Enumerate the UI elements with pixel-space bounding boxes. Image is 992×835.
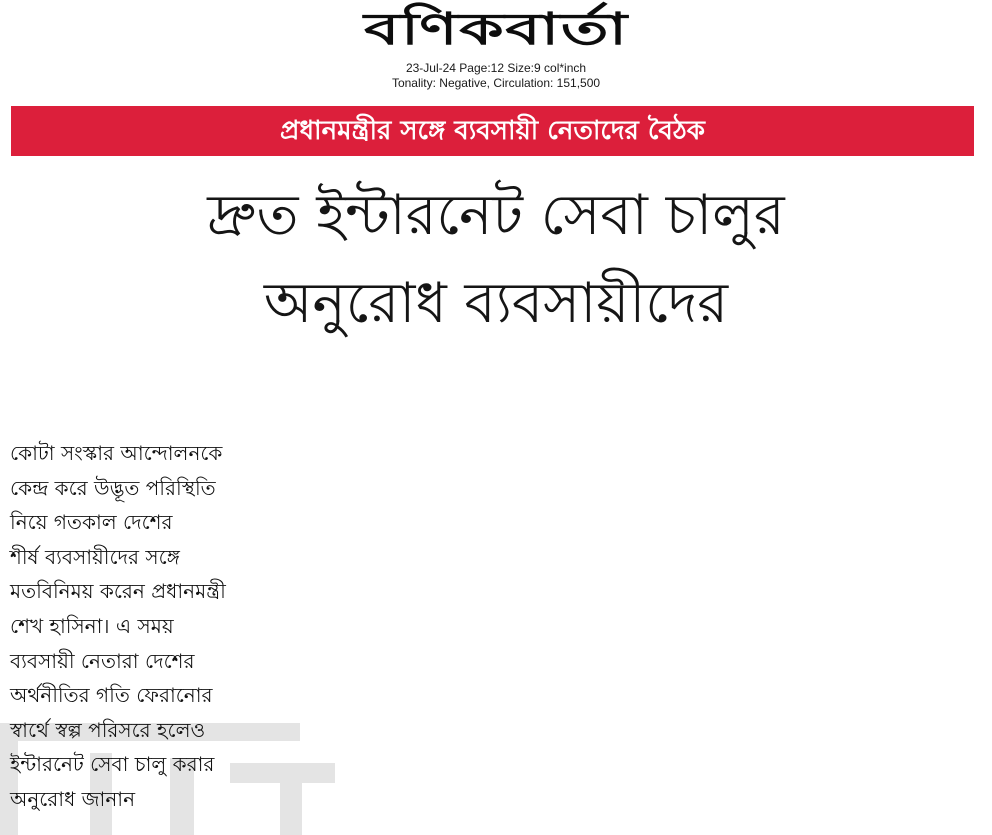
body-line: নিয়ে গতকাল দেশের: [10, 510, 173, 535]
headline: [0, 172, 992, 348]
clipping-meta-date-page: 23-Jul-24 Page:12 Size:9 col*inch: [405, 61, 587, 75]
headline-line-2: অনুরোধ ব্যবসায়ীদের: [263, 271, 729, 336]
body-line: অনুরোধ জানান: [10, 786, 136, 811]
headline-line-1: দ্রুত ইন্টারনেট সেবা চালুর: [207, 183, 785, 248]
kicker-band: [11, 106, 974, 156]
body-line: কেন্দ্র করে উদ্ভূত পরিস্থিতি: [10, 475, 216, 500]
clipping-meta-tonality: Tonality: Negative, Circulation: 151,500: [391, 76, 601, 90]
body-line: কোটা সংস্কার আন্দোলনকে: [10, 441, 223, 465]
body-line: স্বার্থে স্বল্প পরিসরে হলেও: [10, 717, 206, 742]
body-line: শীর্ষ ব্যবসায়ীদের সঙ্গে: [10, 544, 180, 569]
kicker-text: প্রধানমন্ত্রীর সঙ্গে ব্যবসায়ী নেতাদের বৈঠক: [280, 116, 705, 146]
body-line: ব্যবসায়ী নেতারা দেশের: [10, 648, 195, 673]
article-body: [10, 436, 310, 817]
body-line: মতবিনিময় করেন প্রধানমন্ত্রী: [10, 579, 226, 604]
newspaper-logo: বণিকবার্তা: [363, 4, 629, 55]
body-line: ইন্টারনেট সেবা চালু করার: [10, 752, 215, 777]
body-line: অর্থনীতির গতি ফেরানোর: [10, 683, 213, 708]
masthead: [0, 4, 992, 56]
body-line: শেখ হাসিনা। এ সময়: [10, 613, 174, 638]
